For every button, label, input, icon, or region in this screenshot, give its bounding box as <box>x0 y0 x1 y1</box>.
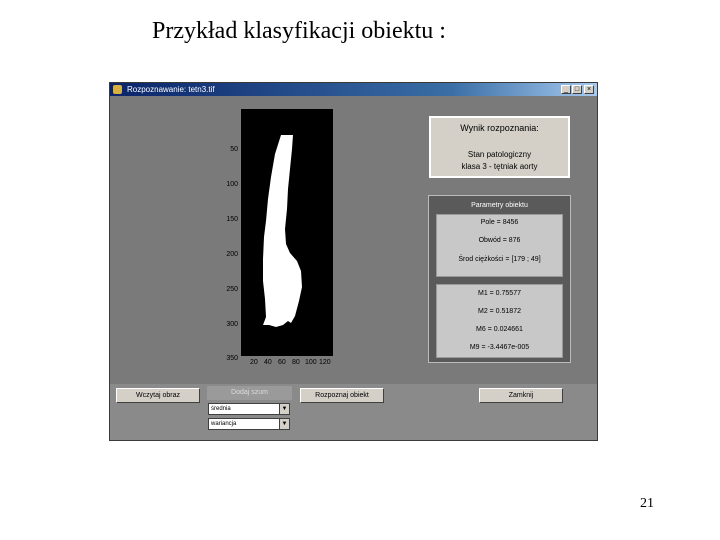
y-tick: 150 <box>226 216 238 223</box>
x-tick: 20 <box>250 359 258 366</box>
x-tick: 40 <box>264 359 272 366</box>
result-class: klasa 3 - tętniak aorty <box>461 162 538 171</box>
recognize-object-button[interactable]: Rozpoznaj obiekt <box>300 388 384 403</box>
y-tick: 300 <box>226 321 238 328</box>
slide-title: Przykład klasyfikacji obiektu : <box>152 18 446 44</box>
segmented-image <box>241 109 333 356</box>
param-m6: M6 = 0.024661 <box>476 326 523 333</box>
add-noise-label: Dodaj szum <box>207 386 292 400</box>
param-area: Pole = 8456 <box>480 219 519 226</box>
noise-type-select[interactable] <box>208 418 290 430</box>
window-title: Rozpoznawanie: tetn3.tif <box>127 85 215 94</box>
chevron-down-icon[interactable]: ▼ <box>279 419 289 429</box>
app-icon <box>113 85 122 94</box>
chevron-down-icon[interactable]: ▼ <box>279 404 289 414</box>
shape-params-box <box>436 214 563 277</box>
y-tick: 200 <box>226 251 238 258</box>
maximize-button[interactable]: □ <box>572 85 582 94</box>
param-centroid: Środ ciężkości = [179 ; 49] <box>458 256 541 263</box>
parameters-title: Parametry obiektu <box>471 202 528 209</box>
param-m9: M9 = -3.4467e-005 <box>469 344 530 351</box>
noise-type-value: wariancja <box>211 421 237 427</box>
x-tick: 100 <box>305 359 317 366</box>
y-tick: 250 <box>226 286 238 293</box>
param-m2: M2 = 0.51872 <box>477 308 521 315</box>
aorta-object-shape <box>241 109 333 356</box>
recognition-window <box>109 82 598 441</box>
minimize-button[interactable]: _ <box>561 85 571 94</box>
close-button[interactable]: Zamknij <box>479 388 563 403</box>
param-m1: M1 = 0.75577 <box>477 290 521 297</box>
param-perimeter: Obwód = 876 <box>478 237 521 244</box>
x-tick: 120 <box>319 359 331 366</box>
noise-level-select[interactable] <box>208 403 290 415</box>
y-tick: 50 <box>230 146 238 153</box>
load-image-button[interactable]: Wczytaj obraz <box>116 388 200 403</box>
moment-params-box <box>436 284 563 358</box>
result-diagnosis: Stan patologiczny <box>467 150 532 159</box>
close-window-button[interactable]: × <box>584 85 594 94</box>
noise-level-value: średnia <box>211 406 231 412</box>
y-tick: 350 <box>226 355 238 362</box>
parameters-panel <box>428 195 571 363</box>
page-number: 21 <box>640 496 654 511</box>
x-tick: 60 <box>278 359 286 366</box>
x-tick: 80 <box>292 359 300 366</box>
y-tick: 100 <box>226 181 238 188</box>
result-panel <box>429 116 570 178</box>
window-titlebar[interactable] <box>110 83 597 96</box>
result-title: Wynik rozpoznania: <box>460 123 539 133</box>
